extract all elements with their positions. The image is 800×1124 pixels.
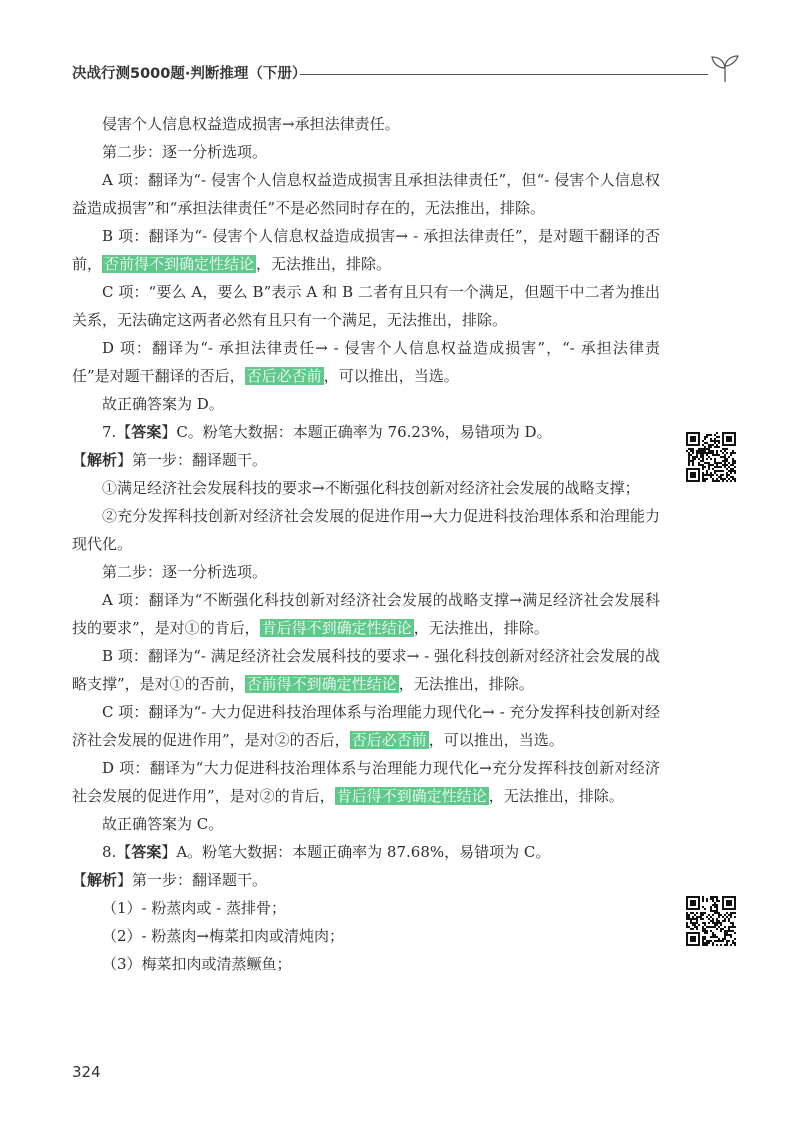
text-run: B 项：翻译为“- 满足经济社会发展科技的要求→ - 强化科技创新对经济社会发展的战略支撑”，是对①的否前， [72, 647, 660, 693]
text-run: D 项：翻译为“- 承担法律责任→ - 侵害个人信息权益造成损害”，“- 承担法律责任”是对题干翻译的否后， [72, 339, 660, 385]
text-run: 7.【 [102, 423, 132, 441]
text-run: 第二步：逐一分析选项。 [102, 143, 268, 161]
text-paragraph [72, 502, 660, 558]
text-paragraph [72, 866, 660, 894]
text-run: 8.【 [102, 843, 132, 861]
text-paragraph [72, 222, 660, 278]
text-run: （3）梅菜扣肉或清蒸鳜鱼； [102, 955, 292, 973]
text-run: ①满足经济社会发展科技的要求→不断强化科技创新对经济社会发展的战略支撑； [102, 479, 640, 497]
highlight-mark: 肯后得不到确定性结论 [336, 787, 487, 805]
highlight-mark: 否后必否前 [351, 731, 427, 749]
text-run: A 项：翻译为“不断强化科技创新对经济社会发展的战略支撑→满足经济社会发展科技的要求”，是对①的肯后， [72, 591, 660, 637]
text-paragraph [72, 446, 660, 474]
text-paragraph [72, 894, 660, 922]
bold-label: 解析 [87, 451, 118, 469]
text-paragraph [72, 166, 660, 222]
text-run: ，可以推出，当选。 [323, 367, 459, 385]
running-header [72, 60, 752, 84]
text-run: 】第一步：翻译题干。 [117, 451, 268, 469]
text-paragraph [72, 474, 660, 502]
text-paragraph [72, 558, 660, 586]
text-paragraph [72, 390, 660, 418]
text-paragraph [72, 754, 660, 810]
text-paragraph [72, 278, 660, 334]
text-run: ，无法推出，排除。 [398, 675, 534, 693]
header-rule [300, 74, 708, 75]
text-paragraph [72, 642, 660, 698]
text-run: 【 [72, 871, 88, 889]
highlight-mark: 否前得不到确定性结论 [104, 255, 255, 273]
qr-code-icon[interactable] [686, 432, 736, 482]
page-body [72, 110, 660, 978]
text-paragraph [72, 698, 660, 754]
text-run: ，可以推出，当选。 [428, 731, 564, 749]
text-run: 侵害个人信息权益造成损害→承担法律责任。 [102, 115, 400, 133]
highlight-mark: 肯后得不到确定性结论 [261, 619, 412, 637]
text-run: C 项：“要么 A，要么 B”表示 A 和 B 二者有且只有一个满足，但题干中二者为推出关系，无法确定这两者必然有且只有一个满足，无法推出，排除。 [72, 283, 660, 329]
page-number: 324 [72, 1063, 101, 1081]
text-run: 第二步：逐一分析选项。 [102, 563, 268, 581]
bold-label: 解析 [87, 871, 118, 889]
text-run: C 项：翻译为“- 大力促进科技治理体系与治理能力现代化→ - 充分发挥科技创新对经济社会发展的促进作用”，是对②的否后， [72, 703, 660, 749]
text-paragraph [72, 922, 660, 950]
text-run: D 项：翻译为“大力促进科技治理体系与治理能力现代化→充分发挥科技创新对经济社会发展的促进作用”，是对②的肯后， [72, 759, 660, 805]
highlight-mark: 否前得不到确定性结论 [246, 675, 397, 693]
book-title: 决战行测5000题·判断推理（下册） [72, 66, 307, 82]
qr-code-icon[interactable] [686, 896, 736, 946]
text-run: ，无法推出，排除。 [413, 619, 549, 637]
text-run: （2）- 粉蒸肉→梅菜扣肉或清炖肉； [102, 927, 344, 945]
text-run: （1）- 粉蒸肉或 - 蒸排骨； [102, 899, 286, 917]
text-paragraph [72, 950, 660, 978]
text-run: 】A。粉笔大数据：本题正确率为 87.68%，易错项为 C。 [161, 843, 551, 861]
highlight-mark: 否后必否前 [246, 367, 322, 385]
text-paragraph [72, 586, 660, 642]
text-run: ，无法推出，排除。 [488, 787, 624, 805]
text-run: A 项：翻译为“- 侵害个人信息权益造成损害且承担法律责任”，但“- 侵害个人信息权益造成损害”和“承担法律责任”不是必然同时存在的，无法推出，排除。 [72, 171, 660, 217]
bold-label: 答案 [131, 423, 162, 441]
text-run: 】C。粉笔大数据：本题正确率为 76.23%，易错项为 D。 [161, 423, 552, 441]
text-paragraph [72, 110, 660, 138]
text-run: 故正确答案为 C。 [102, 815, 224, 833]
text-paragraph [72, 810, 660, 838]
text-run: B 项：翻译为“- 侵害个人信息权益造成损害→ - 承担法律责任”，是对题干翻译的否前， [72, 227, 660, 273]
text-paragraph [72, 138, 660, 166]
text-paragraph [72, 334, 660, 390]
sprout-icon [708, 54, 742, 84]
text-paragraph [72, 838, 660, 866]
text-run: ②充分发挥科技创新对经济社会发展的促进作用→大力促进科技治理体系和治理能力现代化。 [72, 507, 660, 553]
text-paragraph [72, 418, 660, 446]
text-run: ，无法推出，排除。 [256, 255, 392, 273]
text-run: 故正确答案为 D。 [102, 395, 224, 413]
text-run: 【 [72, 451, 88, 469]
text-run: 】第一步：翻译题干。 [117, 871, 268, 889]
bold-label: 答案 [131, 843, 162, 861]
